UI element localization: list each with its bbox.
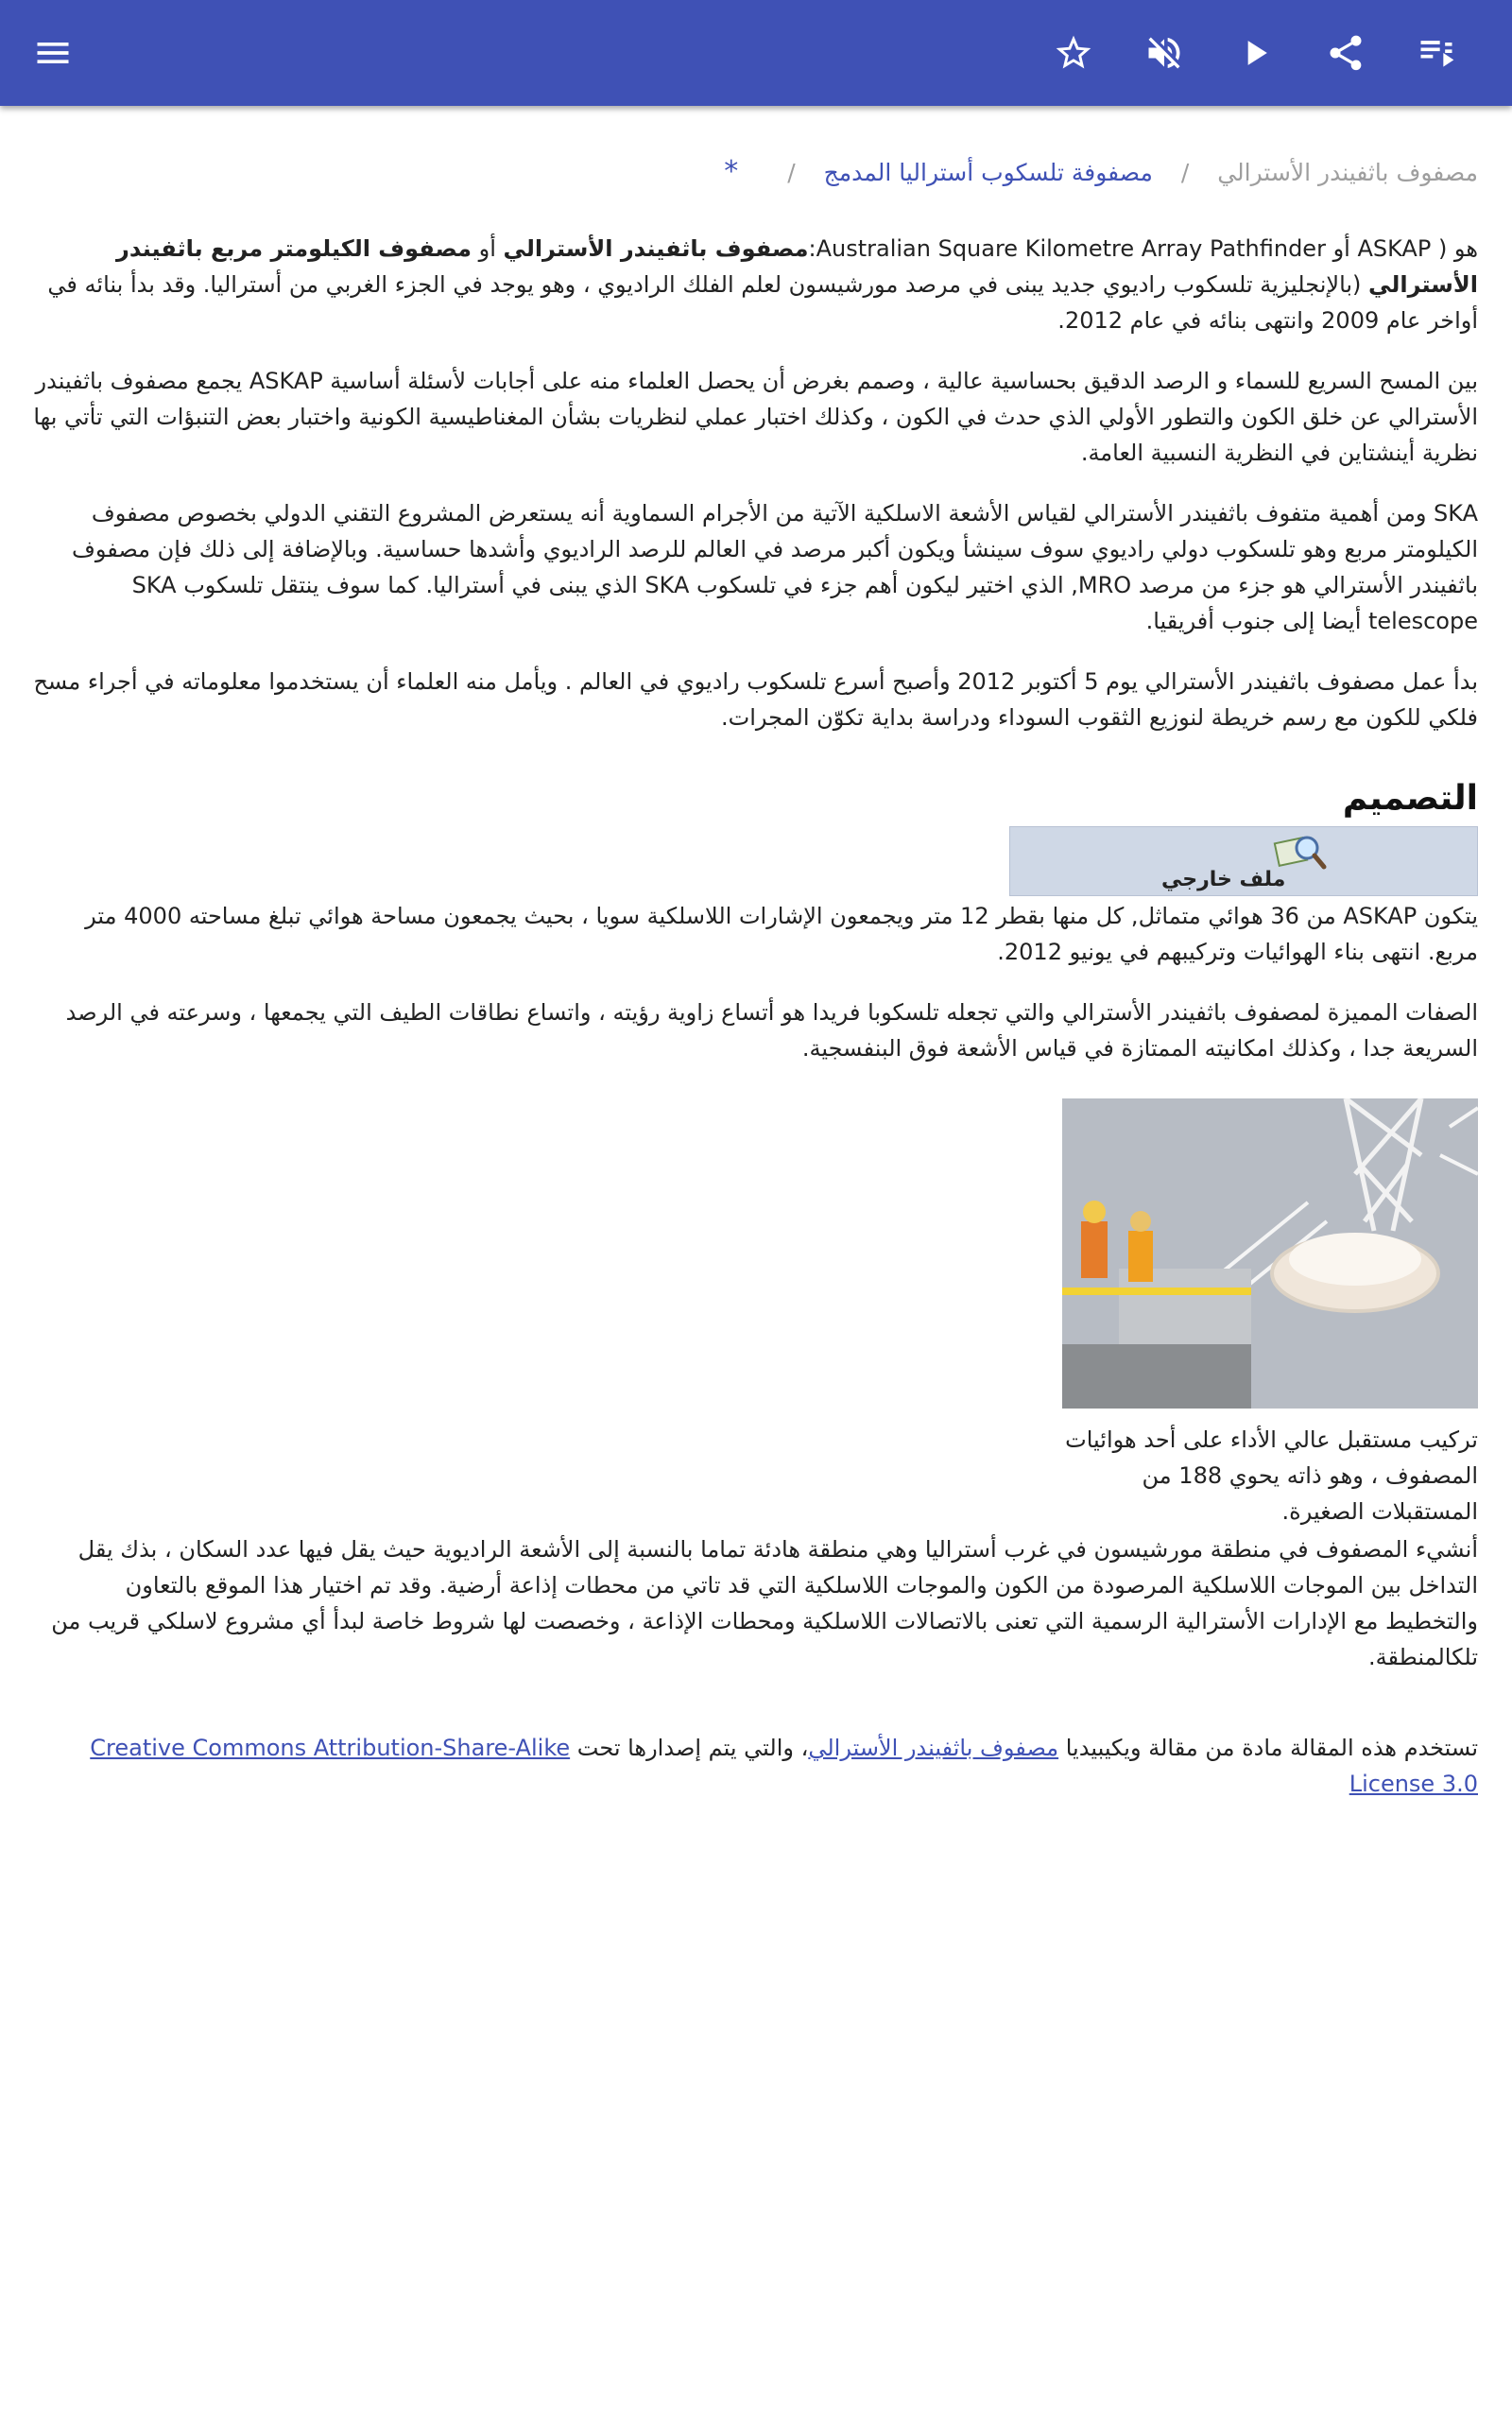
article bbox=[30, 151, 1478, 1802]
external-file-box[interactable] bbox=[1009, 826, 1478, 896]
section-heading-design: التصميم bbox=[1342, 779, 1478, 818]
external-file-label: ملف خارجي bbox=[1161, 868, 1286, 891]
star-icon[interactable] bbox=[1043, 23, 1104, 83]
menu-icon[interactable] bbox=[23, 23, 83, 83]
figure-caption: تركيب مستقبل عالي الأداء على أحد هوائيات المصفوف ، وهو ذاته يحوي 188 من المستقبلات الصغيرة. bbox=[1065, 1426, 1478, 1525]
license-middle: ، والتي يتم إصدارها تحت bbox=[570, 1735, 809, 1761]
playlist-icon[interactable] bbox=[1406, 23, 1467, 83]
breadcrumb-separator: / bbox=[787, 159, 796, 186]
design-paragraph-2: الصفات المميزة لمصفوف باثفيندر الأسترالي والتي تجعله تلسكوبا فريدا هو أتساع زاوية رؤيته ، واتساع نطاقات الطيف التي يجمعها ، وسرعته في الرصد السريعة جدا ، وكذلك امكانيته الممتازة في قياس الأشعة فوق البنفسجية. bbox=[65, 999, 1478, 1062]
share-icon[interactable] bbox=[1315, 23, 1376, 83]
breadcrumb bbox=[30, 151, 1478, 193]
intro-paragraph-2: بين المسح السريع للسماء و الرصد الدقيق بحساسية عالية ، وصمم بغرض أن يحصل العلماء منه على أجابات لأسئلة أساسية ASKAP يجمع مصفوف باثفيندر الأسترالي عن خلق الكون والتطور الأولي الذي حدث في الكون ، وكذلك اختبار عملي لنظريات بشأن المغناطيسية الكونية واختبار بعض التنبؤات التي تأتي بها نظرية أينشتاين في النظرية النسبية العامة. bbox=[33, 368, 1478, 466]
breadcrumb-separator: / bbox=[1180, 159, 1190, 186]
breadcrumb-parent-link[interactable]: مصفوفة تلسكوب أستراليا المدمج bbox=[823, 159, 1153, 186]
figure bbox=[1062, 1098, 1478, 1530]
intro-paragraph-1: هو ( ASKAP أو Australian Square Kilometre Array Pathfinder:مصفوف باثفيندر الأسترالي أو مصفوف الكيلومتر مربع باثفيندر الأسترالي (بالإنجليزية تلسكوب راديوي جديد يبنى في مرصد مورشيسون لعلم الفلك الراديوي ، وهو يوجد في الجزء الغربي من أستراليا. وقد بدأ بنائه في أواخر عام 2009 وانتهى بنائه في عام 2012. bbox=[47, 235, 1478, 334]
license-link[interactable]: Creative Commons Attribution-Share-Alike License 3.0 bbox=[90, 1735, 1478, 1797]
design-paragraph-3: أنشيء المصفوف في منطقة مورشيسون في غرب أستراليا وهي منطقة هادئة تماما بالنسبة إلى الأشعة الراديوية حيث يقل فيها عدد السكان ، بذك يقل التداخل بين الموجات اللاسلكية المرصودة من الكون والموجات اللاسلكية التي قد تاتي من محطات إذاعة أرضية. وقد تم اختيار هذا الموقع بالتعاون والتخطيط مع الإدارات الأسترالية الرسمية التي تعنى بالاتصالات اللاسلكية ومحطات الإذاعة ، وخصصت لها شروط خاصة لبدأ أي مشروع لاسلكي قريب من تلكالمنطقة. bbox=[51, 1536, 1478, 1670]
design-paragraph-1: يتكون ASKAP من 36 هوائي متماثل, كل منها بقطر 12 متر ويجمعون الإشارات اللاسلكية سويا ، بحيث يجمعون مساحة هوائي تبلغ مساحته 4000 متر مربع. انتهى بناء الهوائيات وتركيبهم في يونيو 2012. bbox=[85, 903, 1478, 965]
app-bar bbox=[0, 0, 1512, 106]
play-icon[interactable] bbox=[1225, 23, 1285, 83]
magnifier-map-icon bbox=[1273, 831, 1328, 873]
source-article-link[interactable]: مصفوف باثفيندر الأسترالي bbox=[808, 1735, 1059, 1761]
intro-paragraph-4: بدأ عمل مصفوف باثفيندر الأسترالي يوم 5 أكتوبر 2012 وأصبح أسرع تلسكوب راديوي في العالم . ويأمل منه العلماء أن يستخدموا معلوماته في أجراء مسح فلكي للكون مع رسم خريطة لنوزيع الثقوب السوداء ودراسة بداية تكوّن المجرات. bbox=[33, 668, 1478, 731]
intro-paragraph-3: SKA ومن أهمية متفوف باثفيندر الأسترالي لقياس الأشعة الاسلكية الآتية من الأجرام السماوية أنه يستعرض المشروع التقني الدولي بخصوص مصفوف الكيلومتر مربع وهو تلسكوب دولي راديوي سوف سينشأ ويكون أكبر مرصد في العالم للرصد الراديوي وأشدها حساسية. وبالإضافة إلى ذلك فإن مصفوف باثفيندر الأسترالي هو جزء من مرصد MRO, الذي اختير ليكون أهم جزء في تلسكوب SKA الذي يبنى في أستراليا. كما سوف ينتقل تلسكوب SKA telescope أيضا إلى جنوب أفريقيا. bbox=[71, 500, 1478, 634]
license-prefix: تستخدم هذه المقالة مادة من مقالة ويكيبيديا bbox=[1058, 1735, 1478, 1761]
breadcrumb-current: مصفوف باثفيندر الأسترالي bbox=[1217, 159, 1478, 186]
breadcrumb-star-link[interactable]: * bbox=[724, 155, 739, 188]
license-notice bbox=[30, 1730, 1478, 1802]
antenna-receiver-photo[interactable] bbox=[1062, 1098, 1478, 1409]
mute-icon[interactable] bbox=[1134, 23, 1194, 83]
